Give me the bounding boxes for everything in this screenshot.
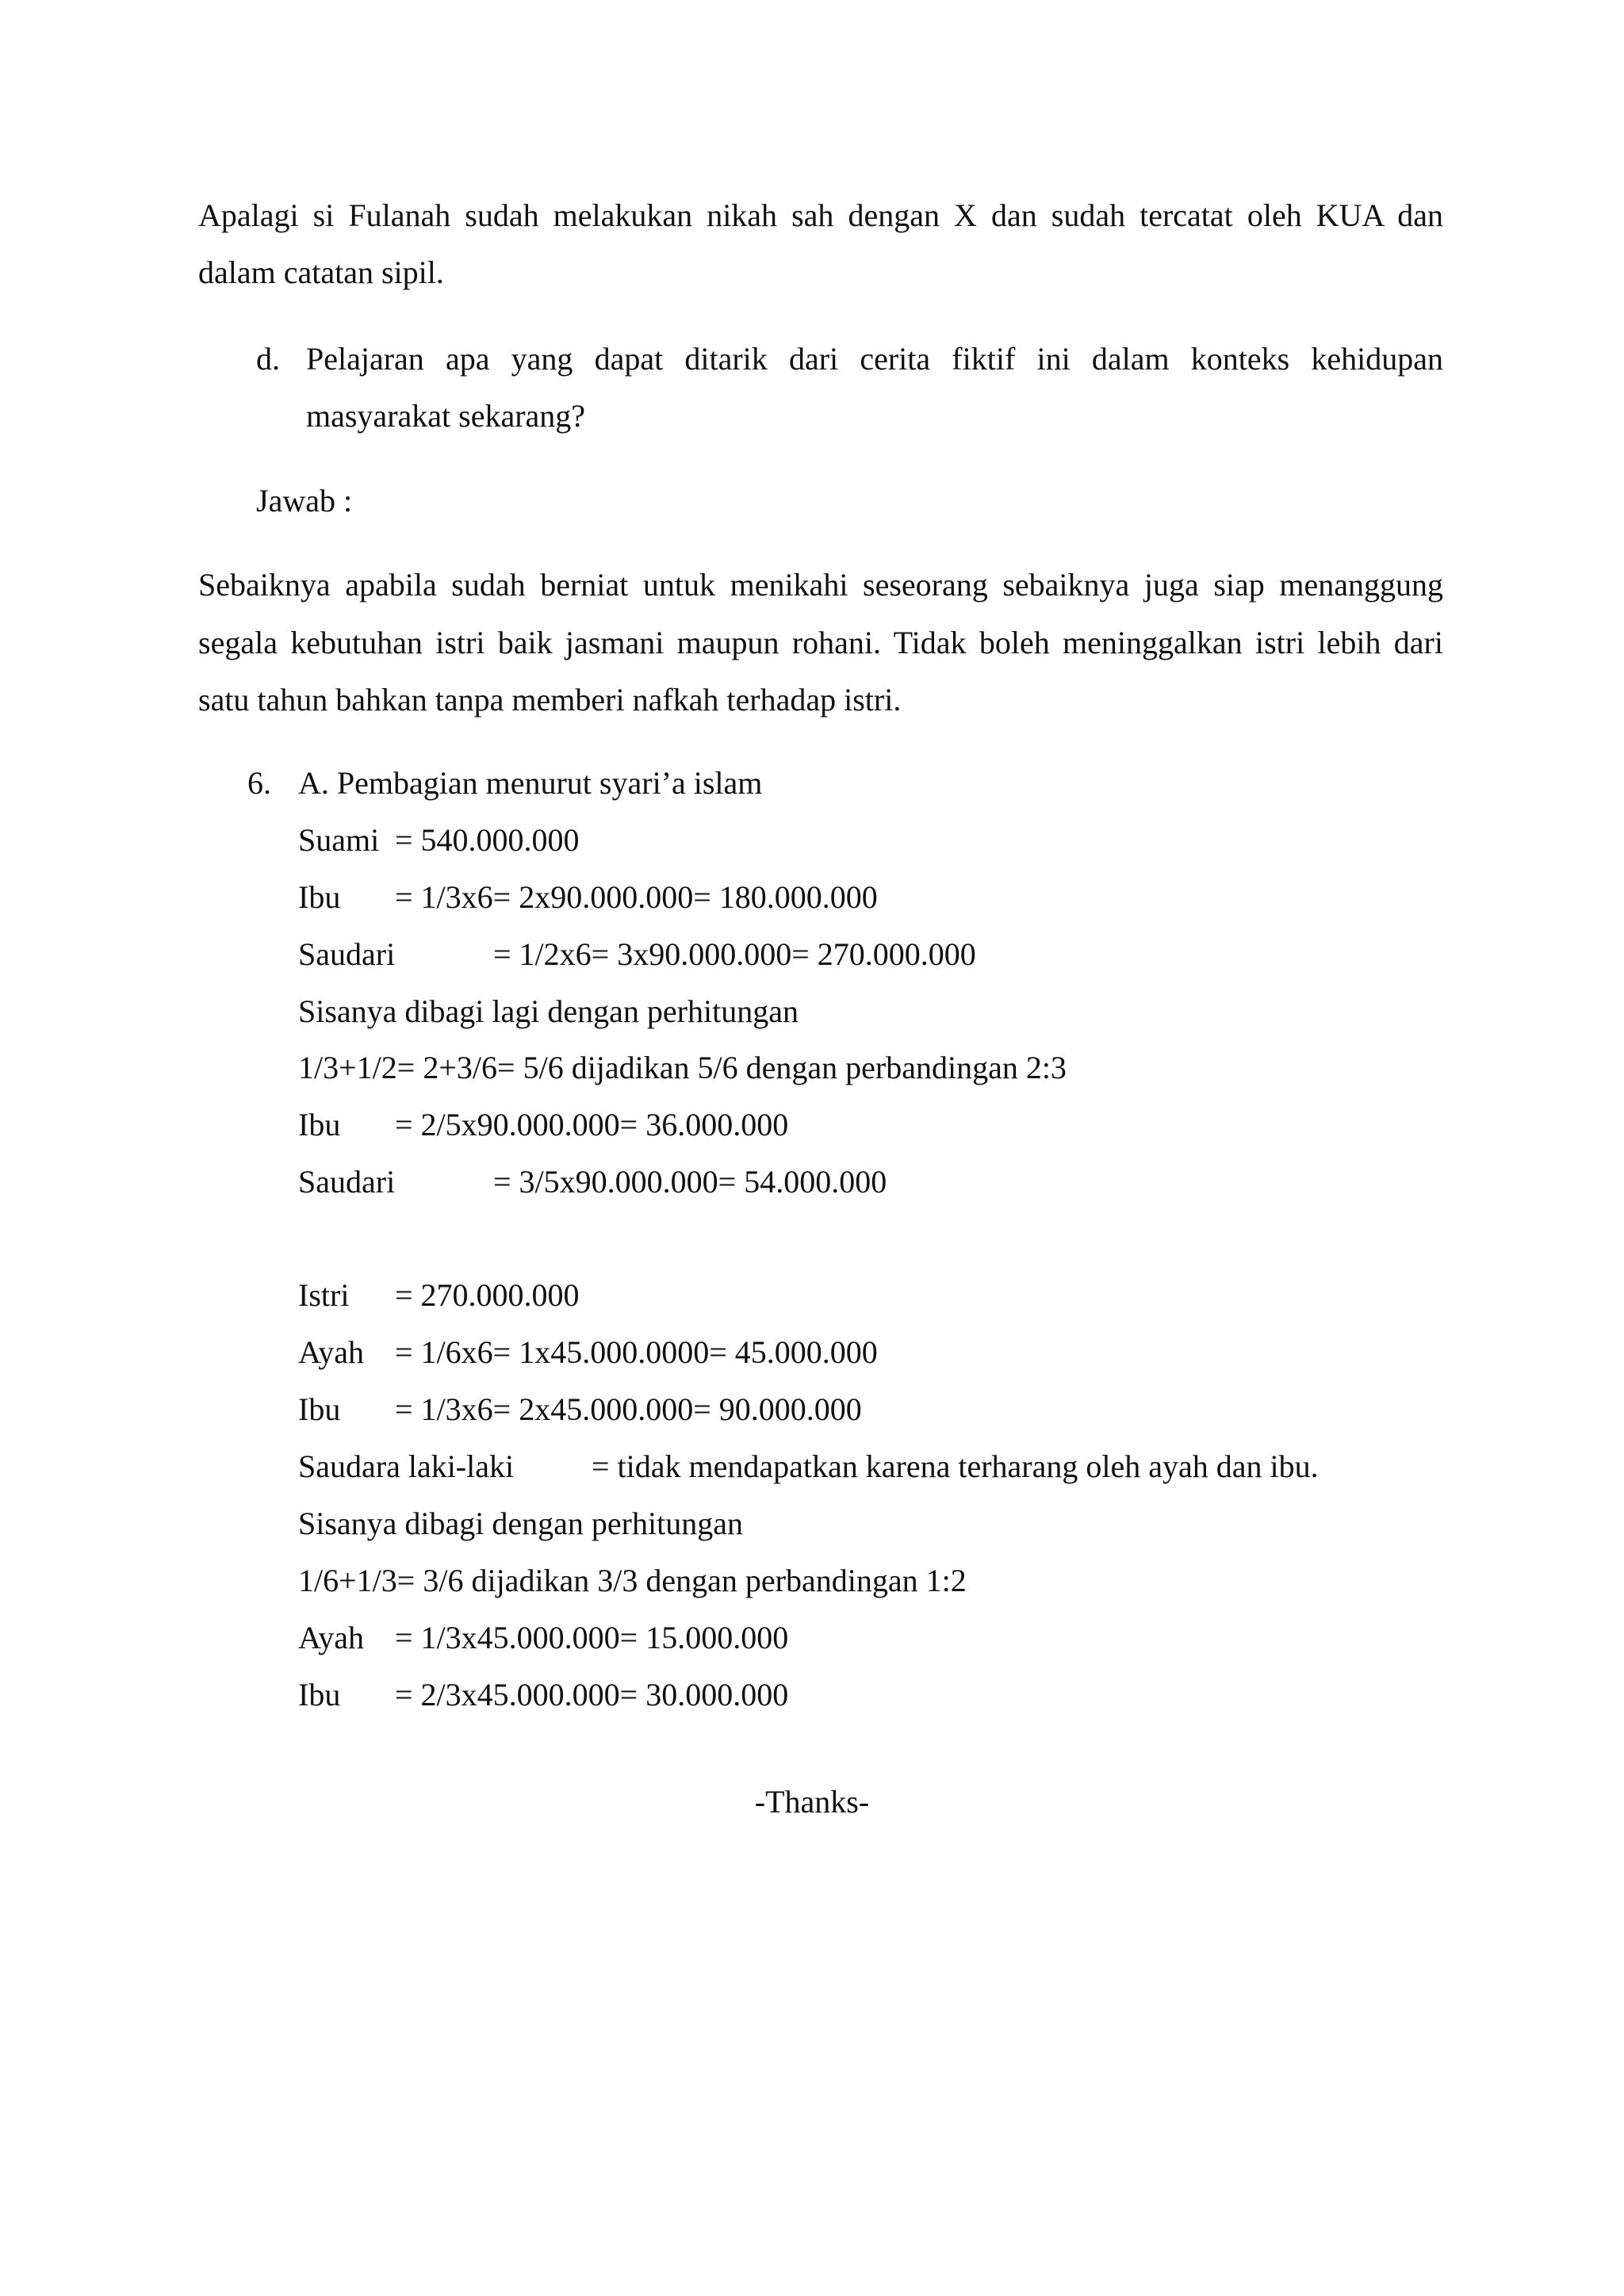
share-value: = 3/5x90.000.000= 54.000.000 — [493, 1164, 887, 1200]
share-value: = 540.000.000 — [395, 822, 580, 858]
list-marker: d. — [256, 341, 280, 377]
paragraph-line: Sebaiknya apabila sudah berniat untuk menikahi seseorang sebaiknya juga siap menanggung — [198, 567, 1443, 603]
paragraph-line: dalam catatan sipil. — [198, 254, 444, 290]
share-label: Ibu — [298, 1391, 341, 1427]
question-line: Pelajaran apa yang dapat ditarik dari cerita fiktif ini dalam konteks kehidupan — [306, 341, 1443, 377]
paragraph-line: Apalagi si Fulanah sudah melakukan nikah sah dengan X dan sudah tercatat oleh KUA dan — [198, 197, 1443, 233]
share-label: Saudari — [298, 936, 396, 972]
share-label: Ayah — [298, 1334, 364, 1370]
share-label: Istri — [298, 1277, 350, 1313]
share-value: = 2/5x90.000.000= 36.000.000 — [395, 1107, 789, 1142]
paragraph-line: segala kebutuhan istri baik jasmani maupun rohani. Tidak boleh meninggalkan istri lebih dari — [198, 625, 1443, 660]
share-value: = 1/3x6= 2x90.000.000= 180.000.000 — [395, 879, 878, 915]
question-line: masyarakat sekarang? — [306, 398, 586, 434]
list-marker: 6. — [247, 765, 271, 801]
share-label: Ibu — [298, 879, 341, 915]
share-value: = 1/2x6= 3x90.000.000= 270.000.000 — [493, 936, 976, 972]
share-label: Saudari — [298, 1164, 396, 1200]
ratio-line: 1/3+1/2= 2+3/6= 5/6 dijadikan 5/6 dengan perbandingan 2:3 — [298, 1050, 1067, 1085]
share-label: Suami — [298, 822, 380, 858]
calculation-note: Sisanya dibagi dengan perhitungan — [298, 1506, 743, 1541]
share-label: Saudara laki-laki — [298, 1448, 515, 1484]
share-value: = 270.000.000 — [395, 1277, 580, 1313]
section-heading: A. Pembagian menurut syari’a islam — [298, 765, 763, 801]
share-label: Ibu — [298, 1107, 341, 1142]
answer-label: Jawab : — [256, 483, 353, 519]
share-label: Ayah — [298, 1620, 364, 1655]
paragraph-line: satu tahun bahkan tanpa memberi nafkah terhadap istri. — [198, 682, 902, 718]
share-value: = 2/3x45.000.000= 30.000.000 — [395, 1677, 789, 1712]
share-value: = 1/3x6= 2x45.000.000= 90.000.000 — [395, 1391, 862, 1427]
share-value: = tidak mendapatkan karena terharang oleh ayah dan ibu. — [592, 1448, 1319, 1484]
share-value: = 1/6x6= 1x45.000.0000= 45.000.000 — [395, 1334, 878, 1370]
ratio-line: 1/6+1/3= 3/6 dijadikan 3/3 dengan perbandingan 1:2 — [298, 1563, 967, 1598]
share-label: Ibu — [298, 1677, 341, 1712]
closing-text: -Thanks- — [754, 1784, 870, 1820]
share-value: = 1/3x45.000.000= 15.000.000 — [395, 1620, 789, 1655]
calculation-note: Sisanya dibagi lagi dengan perhitungan — [298, 993, 799, 1029]
